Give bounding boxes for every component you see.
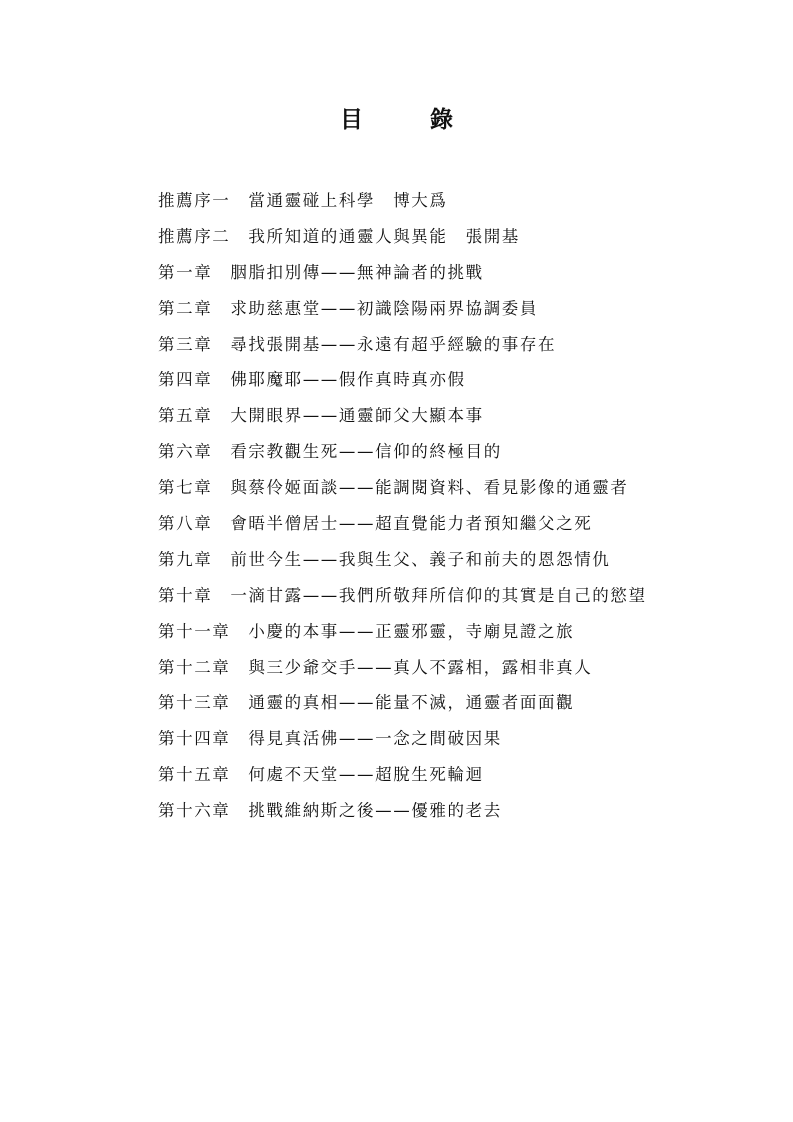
toc-entry-title: 何處不天堂——超脫生死輪迴	[248, 765, 484, 785]
toc-entry-label: 第十三章	[158, 693, 231, 713]
toc-entry-chapter-15	[158, 757, 647, 793]
toc-entry-title: 會晤半僧居士——超直覺能力者預知繼父之死	[230, 514, 593, 534]
toc-entry-label: 第四章	[158, 370, 213, 390]
table-of-contents	[158, 183, 647, 829]
toc-entry-title: 尋找張開基——永遠有超乎經驗的事存在	[230, 334, 557, 354]
toc-entry-title: 與蔡伶姬面談——能調閱資料、看見影像的通靈者	[230, 478, 629, 498]
toc-entry-label: 第一章	[158, 262, 213, 282]
toc-entry-chapter-6	[158, 434, 647, 470]
toc-entry-label: 第九章	[158, 549, 213, 569]
toc-entry-label: 第五章	[158, 406, 213, 426]
toc-entry-chapter-10	[158, 578, 647, 614]
toc-entry-label: 第六章	[158, 442, 213, 462]
toc-entry-title: 當通靈碰上科學 博大爲	[248, 191, 448, 210]
toc-entry-title: 我所知道的通靈人與異能 張開基	[248, 226, 520, 246]
toc-entry-title: 胭脂扣別傳——無神論者的挑戰	[230, 262, 484, 282]
toc-entry-chapter-12	[158, 650, 647, 686]
toc-entry-chapter-3	[158, 327, 647, 363]
toc-entry-title: 大開眼界——通靈師父大顯本事	[230, 406, 484, 426]
toc-entry-title: 小慶的本事——正靈邪靈，寺廟見證之旅	[248, 621, 575, 641]
toc-entry-chapter-7	[158, 470, 647, 506]
toc-entry-chapter-9	[158, 542, 647, 578]
toc-entry-label: 第十四章	[158, 729, 231, 749]
toc-entry-title: 前世今生——我與生父、義子和前夫的恩怨情仇	[230, 549, 611, 569]
toc-entry-title: 佛耶魔耶——假作真時真亦假	[230, 370, 466, 390]
toc-entry-label: 第八章	[158, 514, 213, 534]
toc-entry-label: 第十章	[158, 585, 213, 605]
toc-entry-label: 第三章	[158, 334, 213, 354]
toc-entry-preface-1	[158, 183, 647, 219]
toc-entry-chapter-1	[158, 255, 647, 291]
page-title: 目 錄	[340, 107, 475, 133]
toc-entry-chapter-4	[158, 362, 647, 398]
toc-entry-label: 第二章	[158, 298, 213, 318]
toc-entry-chapter-8	[158, 506, 647, 542]
toc-entry-chapter-5	[158, 398, 647, 434]
toc-entry-label: 第十六章	[158, 801, 231, 821]
toc-entry-title: 通靈的真相——能量不滅，通靈者面面觀	[248, 693, 575, 713]
toc-entry-preface-2	[158, 219, 647, 255]
toc-entry-chapter-14	[158, 721, 647, 757]
toc-entry-label: 第十五章	[158, 765, 231, 785]
toc-entry-title: 一滴甘露——我們所敬拜所信仰的其實是自己的慾望	[230, 585, 647, 605]
toc-entry-label: 第十二章	[158, 657, 231, 677]
toc-entry-title: 看宗教觀生死——信仰的終極目的	[230, 442, 502, 462]
toc-entry-title: 挑戰維納斯之後——優雅的老去	[248, 801, 502, 821]
toc-entry-label: 推薦序一	[158, 191, 231, 210]
toc-entry-title: 得見真活佛——一念之間破因果	[248, 729, 502, 749]
toc-entry-label: 推薦序二	[158, 226, 231, 246]
toc-entry-label: 第七章	[158, 478, 213, 498]
toc-entry-chapter-2	[158, 291, 647, 327]
toc-entry-label: 第十一章	[158, 621, 231, 641]
toc-entry-title: 與三少爺交手——真人不露相，露相非真人	[248, 657, 593, 677]
toc-entry-chapter-11	[158, 614, 647, 650]
toc-entry-chapter-13	[158, 685, 647, 721]
toc-entry-chapter-16	[158, 793, 647, 829]
toc-entry-title: 求助慈惠堂——初識陰陽兩界協調委員	[230, 298, 539, 318]
